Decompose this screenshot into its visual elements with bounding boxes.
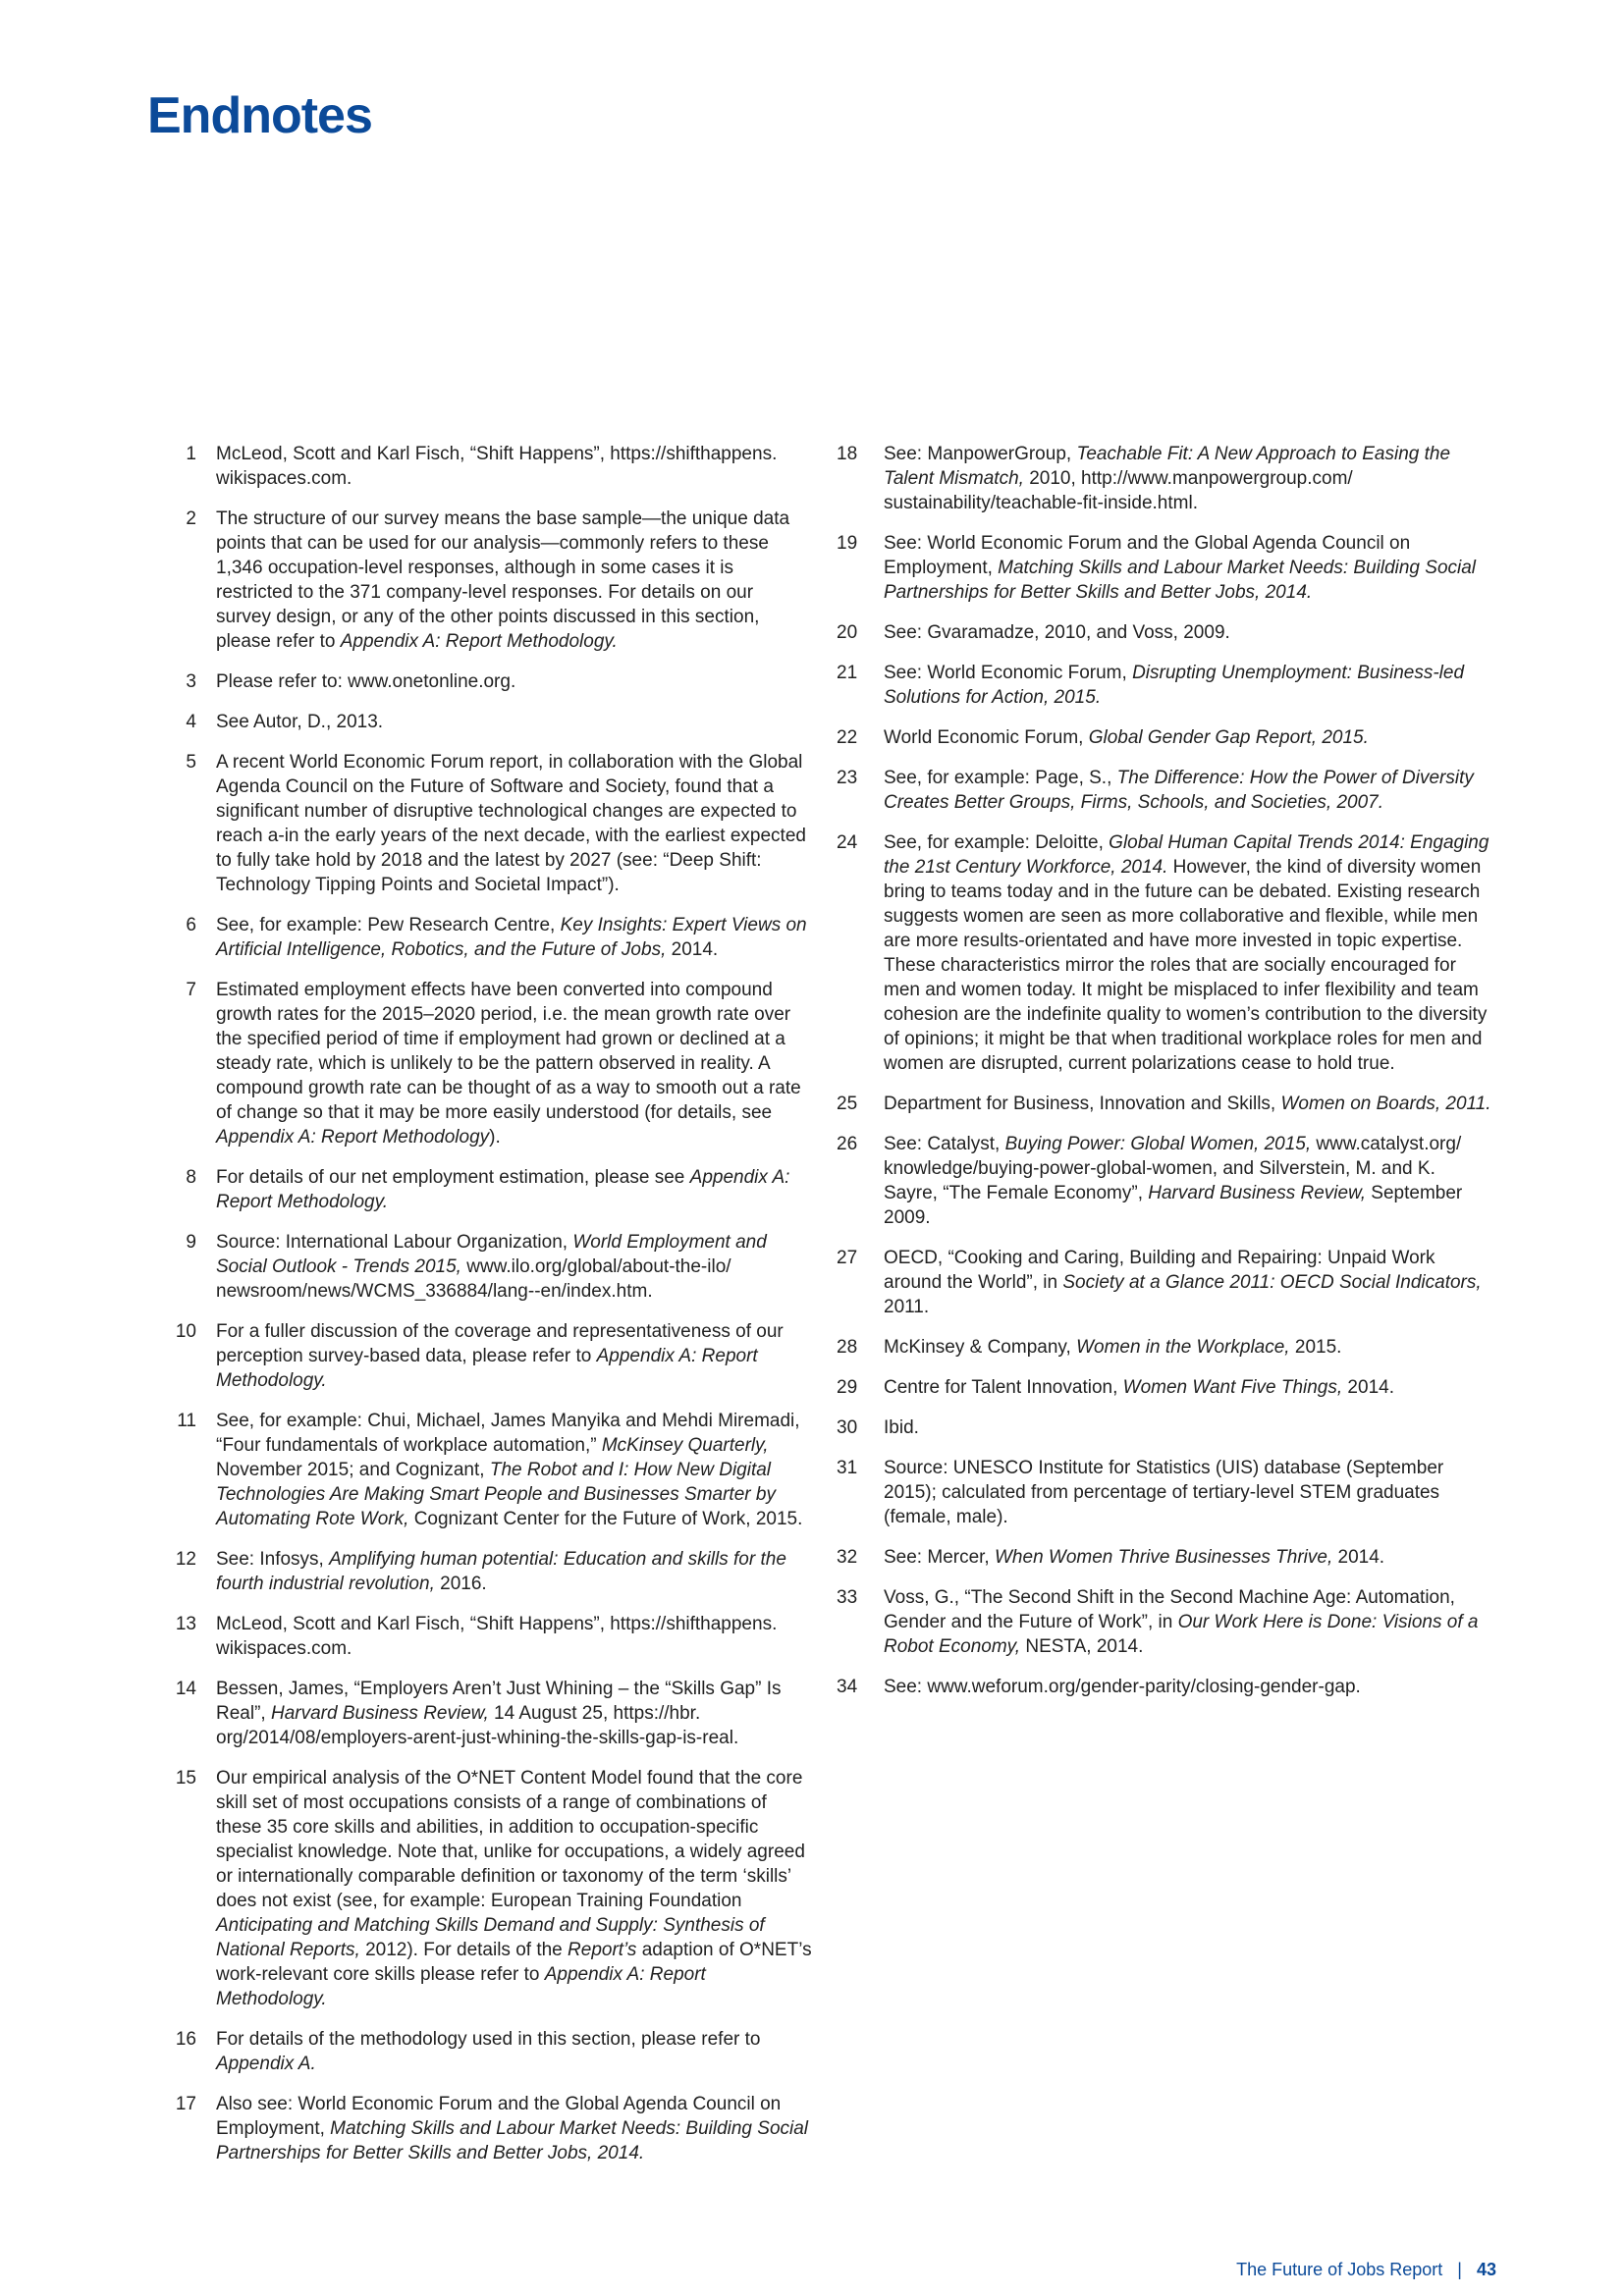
endnote-segment: Bessen, James, “Employers Aren’t Just Whining – the “Skills Gap” Is Real”, — [216, 1679, 782, 1724]
endnote-segment: Please refer to: www.onetonline.org. — [216, 671, 516, 692]
endnote-italic-segment: When Women Thrive Businesses Thrive, — [995, 1547, 1333, 1568]
endnote-number: 29 — [837, 1377, 858, 1398]
endnote-segment: For details of our net employment estimation, please see — [216, 1167, 690, 1188]
endnote-segment: See: ManpowerGroup, — [884, 444, 1077, 464]
endnote-number: 20 — [837, 622, 858, 643]
endnote-number: 16 — [175, 2029, 196, 2050]
endnote-text — [884, 1415, 1494, 1440]
endnote-text — [196, 978, 813, 1149]
endnote — [837, 1415, 1494, 1440]
endnote-segment: Our empirical analysis of the O*NET Content Model found that the core skill set of most occupations consists of a range of combinations of these 35 core skills and abilities, in addition to occupation-specific specialist knowledge. Note that, unlike for occupations, a widely agreed or internationally comparable definition or taxonomy of the term ‘skills’ does not exist (see, for example: European Training Foundation — [216, 1768, 805, 1911]
endnote-text — [196, 442, 813, 491]
endnote-segment: See: World Economic Forum, — [884, 663, 1133, 683]
endnote — [837, 1246, 1494, 1319]
endnote — [837, 1092, 1494, 1116]
endnote — [157, 507, 813, 654]
endnote — [837, 1456, 1494, 1529]
endnote-italic-segment: Global Gender Gap Report, 2015. — [1088, 727, 1369, 748]
endnote-text — [196, 669, 813, 694]
endnote-text — [196, 1165, 813, 1214]
endnote-number: 5 — [186, 752, 196, 773]
endnote-segment: Source: International Labour Organization, — [216, 1232, 573, 1253]
endnote-text — [884, 1335, 1494, 1360]
endnote-italic-segment: Appendix A. — [216, 2054, 316, 2074]
endnote-segment: McLeod, Scott and Karl Fisch, “Shift Happens”, https://shifthappens. wikispaces.com. — [216, 1614, 778, 1659]
endnote-text — [196, 710, 813, 734]
endnote-italic-segment: Teachable Fit: A New Approach to Easing the Talent Mismatch, — [884, 444, 1451, 489]
endnote-segment: See: World Economic Forum and the Global Agenda Council on Employment, — [884, 533, 1411, 578]
endnote-segment: 2012). For details of the — [359, 1940, 568, 1960]
endnote — [157, 1677, 813, 1750]
endnote-italic-segment: Harvard Business Review, — [1148, 1183, 1367, 1203]
endnote — [157, 913, 813, 962]
endnote-number: 27 — [837, 1248, 858, 1268]
endnotes-column-left — [157, 442, 813, 2181]
endnote-segment: November 2015; and Cognizant, — [216, 1460, 490, 1480]
endnote-italic-segment: Appendix A: Report Methodology. — [216, 1964, 706, 2009]
endnote — [157, 2027, 813, 2076]
endnote-segment: Source: UNESCO Institute for Statistics (UIS) database (September 2015); calculated from percentage of tertiary-level STEM graduates (female, male). — [884, 1458, 1444, 1527]
endnote-number: 8 — [186, 1167, 196, 1188]
endnote-number: 30 — [837, 1417, 858, 1438]
endnote — [157, 1319, 813, 1393]
endnote-number: 26 — [837, 1134, 858, 1154]
endnote-segment: See, for example: Pew Research Centre, — [216, 915, 561, 935]
endnote-segment: 2016. — [434, 1574, 487, 1594]
endnote-text — [884, 531, 1494, 605]
endnote-segment: Ibid. — [884, 1417, 919, 1438]
endnote — [157, 978, 813, 1149]
endnote-text — [884, 620, 1494, 645]
endnote-segment: www.ilo.org/global/about-the-ilo/ newsroom/news/WCMS_336884/lang--en/index.htm. — [216, 1256, 731, 1302]
endnote-segment: See, for example: Chui, Michael, James Manyika and Mehdi Miremadi, “Four fundamentals of workplace automation,” — [216, 1411, 800, 1456]
endnote-text — [196, 2092, 813, 2165]
endnote-segment: See: Mercer, — [884, 1547, 995, 1568]
endnote — [157, 2092, 813, 2165]
endnote — [837, 1675, 1494, 1699]
endnote-italic-segment: Report’s — [568, 1940, 637, 1960]
endnote-segment: Voss, G., “The Second Shift in the Second Machine Age: Automation, Gender and the Future of Work”, in — [884, 1587, 1455, 1632]
endnote-number: 34 — [837, 1677, 858, 1697]
endnote-number: 6 — [186, 915, 196, 935]
endnote — [157, 1547, 813, 1596]
endnote-number: 9 — [186, 1232, 196, 1253]
endnote — [837, 1335, 1494, 1360]
endnote-italic-segment: Key Insights: Expert Views on Artificial Intelligence, Robotics, and the Future of Jobs, — [216, 915, 807, 960]
endnote-text — [884, 725, 1494, 750]
endnote-segment: A recent World Economic Forum report, in collaboration with the Global Agenda Council on the Future of Software and Society, found that a significant number of disruptive technological changes are expected to reach a-in the early years of the next decade, with the earliest expected to fully take hold by 2018 and the latest by 2027 (see: “Deep Shift: Technology Tipping Points and Societal Impact”). — [216, 752, 806, 895]
endnote-text — [196, 1409, 813, 1531]
endnote-text — [884, 1375, 1494, 1400]
endnote-segment: For details of the methodology used in this section, please refer to — [216, 2029, 761, 2050]
page-title: Endnotes — [147, 87, 372, 144]
endnote-segment: adaption of O*NET’s work-relevant core skills please refer to — [216, 1940, 812, 1985]
endnote — [837, 766, 1494, 815]
endnote-italic-segment: Appendix A: Report Methodology — [216, 1127, 490, 1148]
endnote-text — [884, 1132, 1494, 1230]
endnote-text — [884, 1545, 1494, 1570]
endnote-number: 32 — [837, 1547, 858, 1568]
endnote — [157, 442, 813, 491]
page-number: 43 — [1476, 2260, 1496, 2279]
endnote-italic-segment: Anticipating and Matching Skills Demand and Supply: Synthesis of National Reports, — [216, 1915, 765, 1960]
endnote-text — [884, 661, 1494, 710]
endnote-text — [884, 1246, 1494, 1319]
endnote-italic-segment: Women Want Five Things, — [1122, 1377, 1343, 1398]
endnote-segment: www.catalyst.org/ knowledge/buying-power-global-women, and Silverstein, M. and K. Sayre, “The Female Economy”, — [884, 1134, 1462, 1203]
endnotes-column-right — [837, 442, 1494, 1715]
endnote-italic-segment: Matching Skills and Labour Market Needs: Building Social Partnerships for Better Skills and Better Jobs, 2014. — [884, 558, 1477, 603]
endnote-segment: 2011. — [884, 1297, 930, 1317]
footer-separator: | — [1457, 2260, 1462, 2279]
endnote-segment: Also see: World Economic Forum and the Global Agenda Council on Employment, — [216, 2094, 782, 2139]
endnote-text — [196, 507, 813, 654]
endnote-segment: OECD, “Cooking and Caring, Building and Repairing: Unpaid Work around the World”, in — [884, 1248, 1435, 1293]
endnote-text — [196, 750, 813, 897]
endnote-segment: For a fuller discussion of the coverage and representativeness of our perception survey-based data, please refer to — [216, 1321, 784, 1366]
page-footer — [1236, 2260, 1496, 2280]
endnote-number: 24 — [837, 832, 858, 853]
endnote-text — [884, 442, 1494, 515]
endnote-italic-segment: Global Human Capital Trends 2014: Engaging the 21st Century Workforce, 2014. — [884, 832, 1489, 878]
endnote-segment: See Autor, D., 2013. — [216, 712, 384, 732]
endnote — [837, 1132, 1494, 1230]
endnote-number: 1 — [186, 444, 196, 464]
endnote-italic-segment: McKinsey Quarterly, — [601, 1435, 769, 1456]
endnote-segment: Estimated employment effects have been converted into compound growth rates for the 2015–2020 period, i.e. the mean growth rate over the specified period of time if employment had grown or declined at a steady rate, which is unlikely to be the pattern observed in reality. A compound growth rate can be thought of as a way to smooth out a rate of change so that it may be more easily understood (for details, see — [216, 980, 801, 1123]
endnote-number: 7 — [186, 980, 196, 1000]
endnote-text — [884, 1675, 1494, 1699]
endnote-segment: 2010, http://www.manpowergroup.com/ sustainability/teachable-fit-inside.html. — [884, 468, 1353, 513]
endnote-segment: 14 August 25, https://hbr. org/2014/08/employers-arent-just-whining-the-skills-gap-is-real. — [216, 1703, 739, 1748]
endnote-segment: 2014. — [666, 939, 719, 960]
endnote-number: 11 — [177, 1411, 196, 1431]
endnote-number: 15 — [175, 1768, 196, 1789]
endnote-number: 18 — [837, 444, 858, 464]
endnote-text — [196, 1766, 813, 2011]
endnote-segment: See, for example: Page, S., — [884, 768, 1117, 788]
endnote-segment: September 2009. — [884, 1183, 1463, 1228]
endnote-segment: McKinsey & Company, — [884, 1337, 1077, 1358]
endnote — [157, 1230, 813, 1304]
endnote-italic-segment: Buying Power: Global Women, 2015, — [1004, 1134, 1312, 1154]
endnote — [157, 1165, 813, 1214]
endnote-segment: Department for Business, Innovation and Skills, — [884, 1094, 1281, 1114]
endnote-italic-segment: Harvard Business Review, — [270, 1703, 489, 1724]
endnote — [837, 661, 1494, 710]
endnote-text — [196, 1230, 813, 1304]
endnote — [837, 1375, 1494, 1400]
endnote-italic-segment: Society at a Glance 2011: OECD Social Indicators, — [1062, 1272, 1482, 1293]
endnote-number: 21 — [837, 663, 858, 683]
endnote-segment: Centre for Talent Innovation, — [884, 1377, 1123, 1398]
endnote-number: 14 — [175, 1679, 196, 1699]
endnote — [157, 1612, 813, 1661]
endnote-number: 19 — [837, 533, 858, 554]
endnote-number: 13 — [175, 1614, 196, 1634]
endnote-number: 10 — [175, 1321, 196, 1342]
endnote — [157, 669, 813, 694]
endnote-segment: World Economic Forum, — [884, 727, 1089, 748]
endnote — [837, 1545, 1494, 1570]
endnote-italic-segment: Matching Skills and Labour Market Needs: Building Social Partnerships for Better Skills and Better Jobs, 2014. — [216, 2118, 809, 2163]
endnote-number: 23 — [837, 768, 858, 788]
endnote — [837, 1585, 1494, 1659]
endnote-text — [196, 913, 813, 962]
endnote-segment: See: www.weforum.org/gender-parity/closing-gender-gap. — [884, 1677, 1361, 1697]
endnote-text — [884, 1456, 1494, 1529]
endnote-segment: NESTA, 2014. — [1020, 1636, 1144, 1657]
endnote — [157, 710, 813, 734]
endnote-italic-segment: Appendix A: Report Methodology. — [340, 631, 618, 652]
endnote-number: 31 — [837, 1458, 858, 1478]
endnote-italic-segment: World Employment and Social Outlook - Trends 2015, — [216, 1232, 767, 1277]
endnote-number: 12 — [175, 1549, 196, 1570]
endnote-number: 22 — [837, 727, 858, 748]
endnote-text — [884, 830, 1494, 1076]
endnote — [157, 750, 813, 897]
endnote — [157, 1766, 813, 2011]
endnote-segment: The structure of our survey means the base sample—the unique data points that can be used for our analysis—commonly refers to these 1,346 occupation-level responses, although in some cases it is restricted to the 371 company-level responses. For details on our survey design, or any of the other points discussed in this section, please refer to — [216, 508, 790, 652]
endnote-segment: See, for example: Deloitte, — [884, 832, 1110, 853]
endnote-segment: 2015. — [1289, 1337, 1342, 1358]
endnote-text — [884, 1585, 1494, 1659]
endnote-italic-segment: Disrupting Unemployment: Business-led Solutions for Action, 2015. — [884, 663, 1465, 708]
endnote-segment: See: Gvaramadze, 2010, and Voss, 2009. — [884, 622, 1230, 643]
endnote-segment: See: Catalyst, — [884, 1134, 1005, 1154]
endnote-italic-segment: Appendix A: Report Methodology. — [216, 1346, 758, 1391]
endnote — [157, 1409, 813, 1531]
endnote-segment: 2014. — [1342, 1377, 1394, 1398]
endnote-text — [196, 1677, 813, 1750]
endnote — [837, 442, 1494, 515]
endnote-number: 17 — [175, 2094, 196, 2114]
endnote-italic-segment: Amplifying human potential: Education and skills for the fourth industrial revolution, — [216, 1549, 786, 1594]
endnote-italic-segment: Women in the Workplace, — [1076, 1337, 1290, 1358]
endnote — [837, 620, 1494, 645]
endnote-text — [196, 1319, 813, 1393]
endnote-number: 4 — [186, 712, 196, 732]
endnote-number: 3 — [186, 671, 196, 692]
endnote-number: 33 — [837, 1587, 858, 1608]
endnote-italic-segment: The Robot and I: How New Digital Technologies Are Making Smart People and Businesses Smarter by Automating Rote Work, — [216, 1460, 776, 1529]
endnote-segment: 2014. — [1332, 1547, 1385, 1568]
endnote-number: 28 — [837, 1337, 858, 1358]
footer-report-name: The Future of Jobs Report — [1236, 2260, 1443, 2279]
endnote — [837, 830, 1494, 1076]
endnote-text — [196, 1547, 813, 1596]
endnote-text — [884, 766, 1494, 815]
endnote — [837, 725, 1494, 750]
endnote-italic-segment: The Difference: How the Power of Diversity Creates Better Groups, Firms, Schools, and Societies, 2007. — [884, 768, 1474, 813]
endnote-number: 2 — [186, 508, 196, 529]
endnote-italic-segment: Our Work Here is Done: Visions of a Robot Economy, — [884, 1612, 1479, 1657]
endnote-segment: Cognizant Center for the Future of Work, 2015. — [408, 1509, 803, 1529]
endnote-italic-segment: Appendix A: Report Methodology. — [216, 1167, 790, 1212]
endnote-segment: ). — [489, 1127, 501, 1148]
endnote-text — [196, 1612, 813, 1661]
endnote-italic-segment: Women on Boards, 2011. — [1280, 1094, 1491, 1114]
endnote-text — [884, 1092, 1494, 1116]
endnote-text — [196, 2027, 813, 2076]
endnote — [837, 531, 1494, 605]
endnote-segment: See: Infosys, — [216, 1549, 330, 1570]
endnote-number: 25 — [837, 1094, 858, 1114]
endnote-segment: However, the kind of diversity women bring to teams today and in the future can be debated. Existing research suggests women are seen as more collaborative and flexible, while men are more results-orientated and have more invested in topic expertise. These characteristics mirror the roles that are socially encouraged for men and women today. It might be misplaced to infer flexibility and team cohesion are the indefinite quality to women’s contribution to the diversity of opinions; it might be that when traditional workplace roles for men and women are disrupted, current polarizations cease to hold true. — [884, 857, 1488, 1074]
endnote-segment: McLeod, Scott and Karl Fisch, “Shift Happens”, https://shifthappens. wikispaces.com. — [216, 444, 778, 489]
